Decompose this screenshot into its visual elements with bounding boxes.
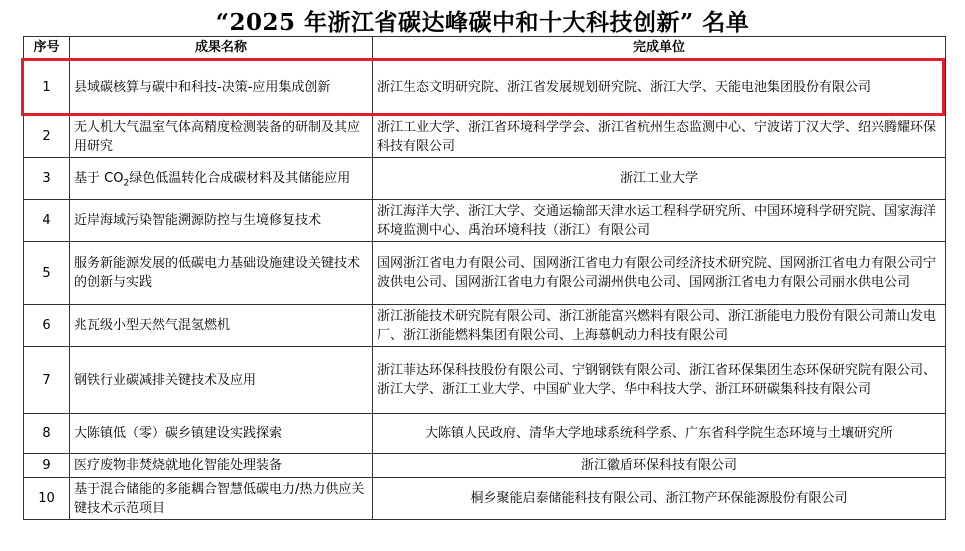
row-num: 7 [24, 347, 70, 414]
row-name-post: 绿色低温转化合成碳材料及其储能应用 [129, 171, 351, 186]
row-unit: 大陈镇人民政府、清华大学地球系统科学系、广东省科学院生态环境与土壤研究所 [373, 414, 946, 454]
table-row [24, 116, 946, 158]
row-name: 医疗废物非焚烧就地化智能处理装备 [70, 454, 373, 478]
table-header-row [24, 37, 946, 59]
row-name: 无人机大气温室气体高精度检测装备的研制及其应用研究 [70, 116, 373, 158]
row-name-pre: 基于 CO [74, 171, 124, 186]
award-list-table [23, 36, 946, 520]
row-unit: 浙江浙能技术研究院有限公司、浙江浙能富兴燃料有限公司、浙江浙能电力股份有限公司萧山发电厂、浙江浙能燃料集团有限公司、上海慕帆动力科技有限公司 [373, 305, 946, 347]
row-unit: 浙江徽盾环保科技有限公司 [373, 454, 946, 478]
table-row [24, 478, 946, 520]
row-num: 5 [24, 242, 70, 305]
row-num: 6 [24, 305, 70, 347]
row-name: 县域碳核算与碳中和科技-决策-应用集成创新 [70, 59, 373, 116]
row-name: 大陈镇低（零）碳乡镇建设实践探索 [70, 414, 373, 454]
row-num: 2 [24, 116, 70, 158]
row-unit: 浙江生态文明研究院、浙江省发展规划研究院、浙江大学、天能电池集团股份有限公司 [373, 59, 946, 116]
row-num: 10 [24, 478, 70, 520]
row-name: 服务新能源发展的低碳电力基础设施建设关键技术的创新与实践 [70, 242, 373, 305]
row-unit: 桐乡聚能启泰储能科技有限公司、浙江物产环保能源股份有限公司 [373, 478, 946, 520]
row-unit: 浙江菲达环保科技股份有限公司、宁钢钢铁有限公司、浙江省环保集团生态环保研究院有限公司、浙江大学、浙江工业大学、中国矿业大学、华中科技大学、浙江环研碳集科技有限公司 [373, 347, 946, 414]
table-row [24, 200, 946, 242]
row-name: 兆瓦级小型天然气混氢燃机 [70, 305, 373, 347]
header-num: 序号 [24, 37, 70, 59]
row-unit: 浙江工业大学、浙江省环境科学学会、浙江省杭州生态监测中心、宁波诺丁汉大学、绍兴腾耀环保科技有限公司 [373, 116, 946, 158]
row-num: 9 [24, 454, 70, 478]
row-num: 4 [24, 200, 70, 242]
row-unit: 浙江工业大学 [373, 158, 946, 200]
row-name: 近岸海域污染智能溯源防控与生境修复技术 [70, 200, 373, 242]
table-row [24, 242, 946, 305]
page-title: “2025 年浙江省碳达峰碳中和十大科技创新” 名单 [215, 9, 750, 36]
header-unit: 完成单位 [373, 37, 946, 59]
row-name: 基于混合储能的多能耦合智慧低碳电力/热力供应关键技术示范项目 [70, 478, 373, 520]
table-row [24, 454, 946, 478]
row-num: 8 [24, 414, 70, 454]
row-name-sub: 2 [123, 178, 130, 189]
row-unit: 国网浙江省电力有限公司、国网浙江省电力有限公司经济技术研究院、国网浙江省电力有限公司宁波供电公司、国网浙江省电力有限公司湖州供电公司、国网浙江省电力有限公司丽水供电公司 [373, 242, 946, 305]
row-unit: 浙江海洋大学、浙江大学、交通运输部天津水运工程科学研究所、中国环境科学研究院、国家海洋环境监测中心、禹治环境科技（浙江）有限公司 [373, 200, 946, 242]
row-name: 钢铁行业碳减排关键技术及应用 [70, 347, 373, 414]
row-num: 3 [24, 158, 70, 200]
row-name [70, 158, 373, 200]
table-row [24, 305, 946, 347]
table-row [24, 59, 946, 116]
table-row [24, 158, 946, 200]
header-name: 成果名称 [70, 37, 373, 59]
table-row [24, 414, 946, 454]
table-row [24, 347, 946, 414]
row-num: 1 [24, 59, 70, 116]
